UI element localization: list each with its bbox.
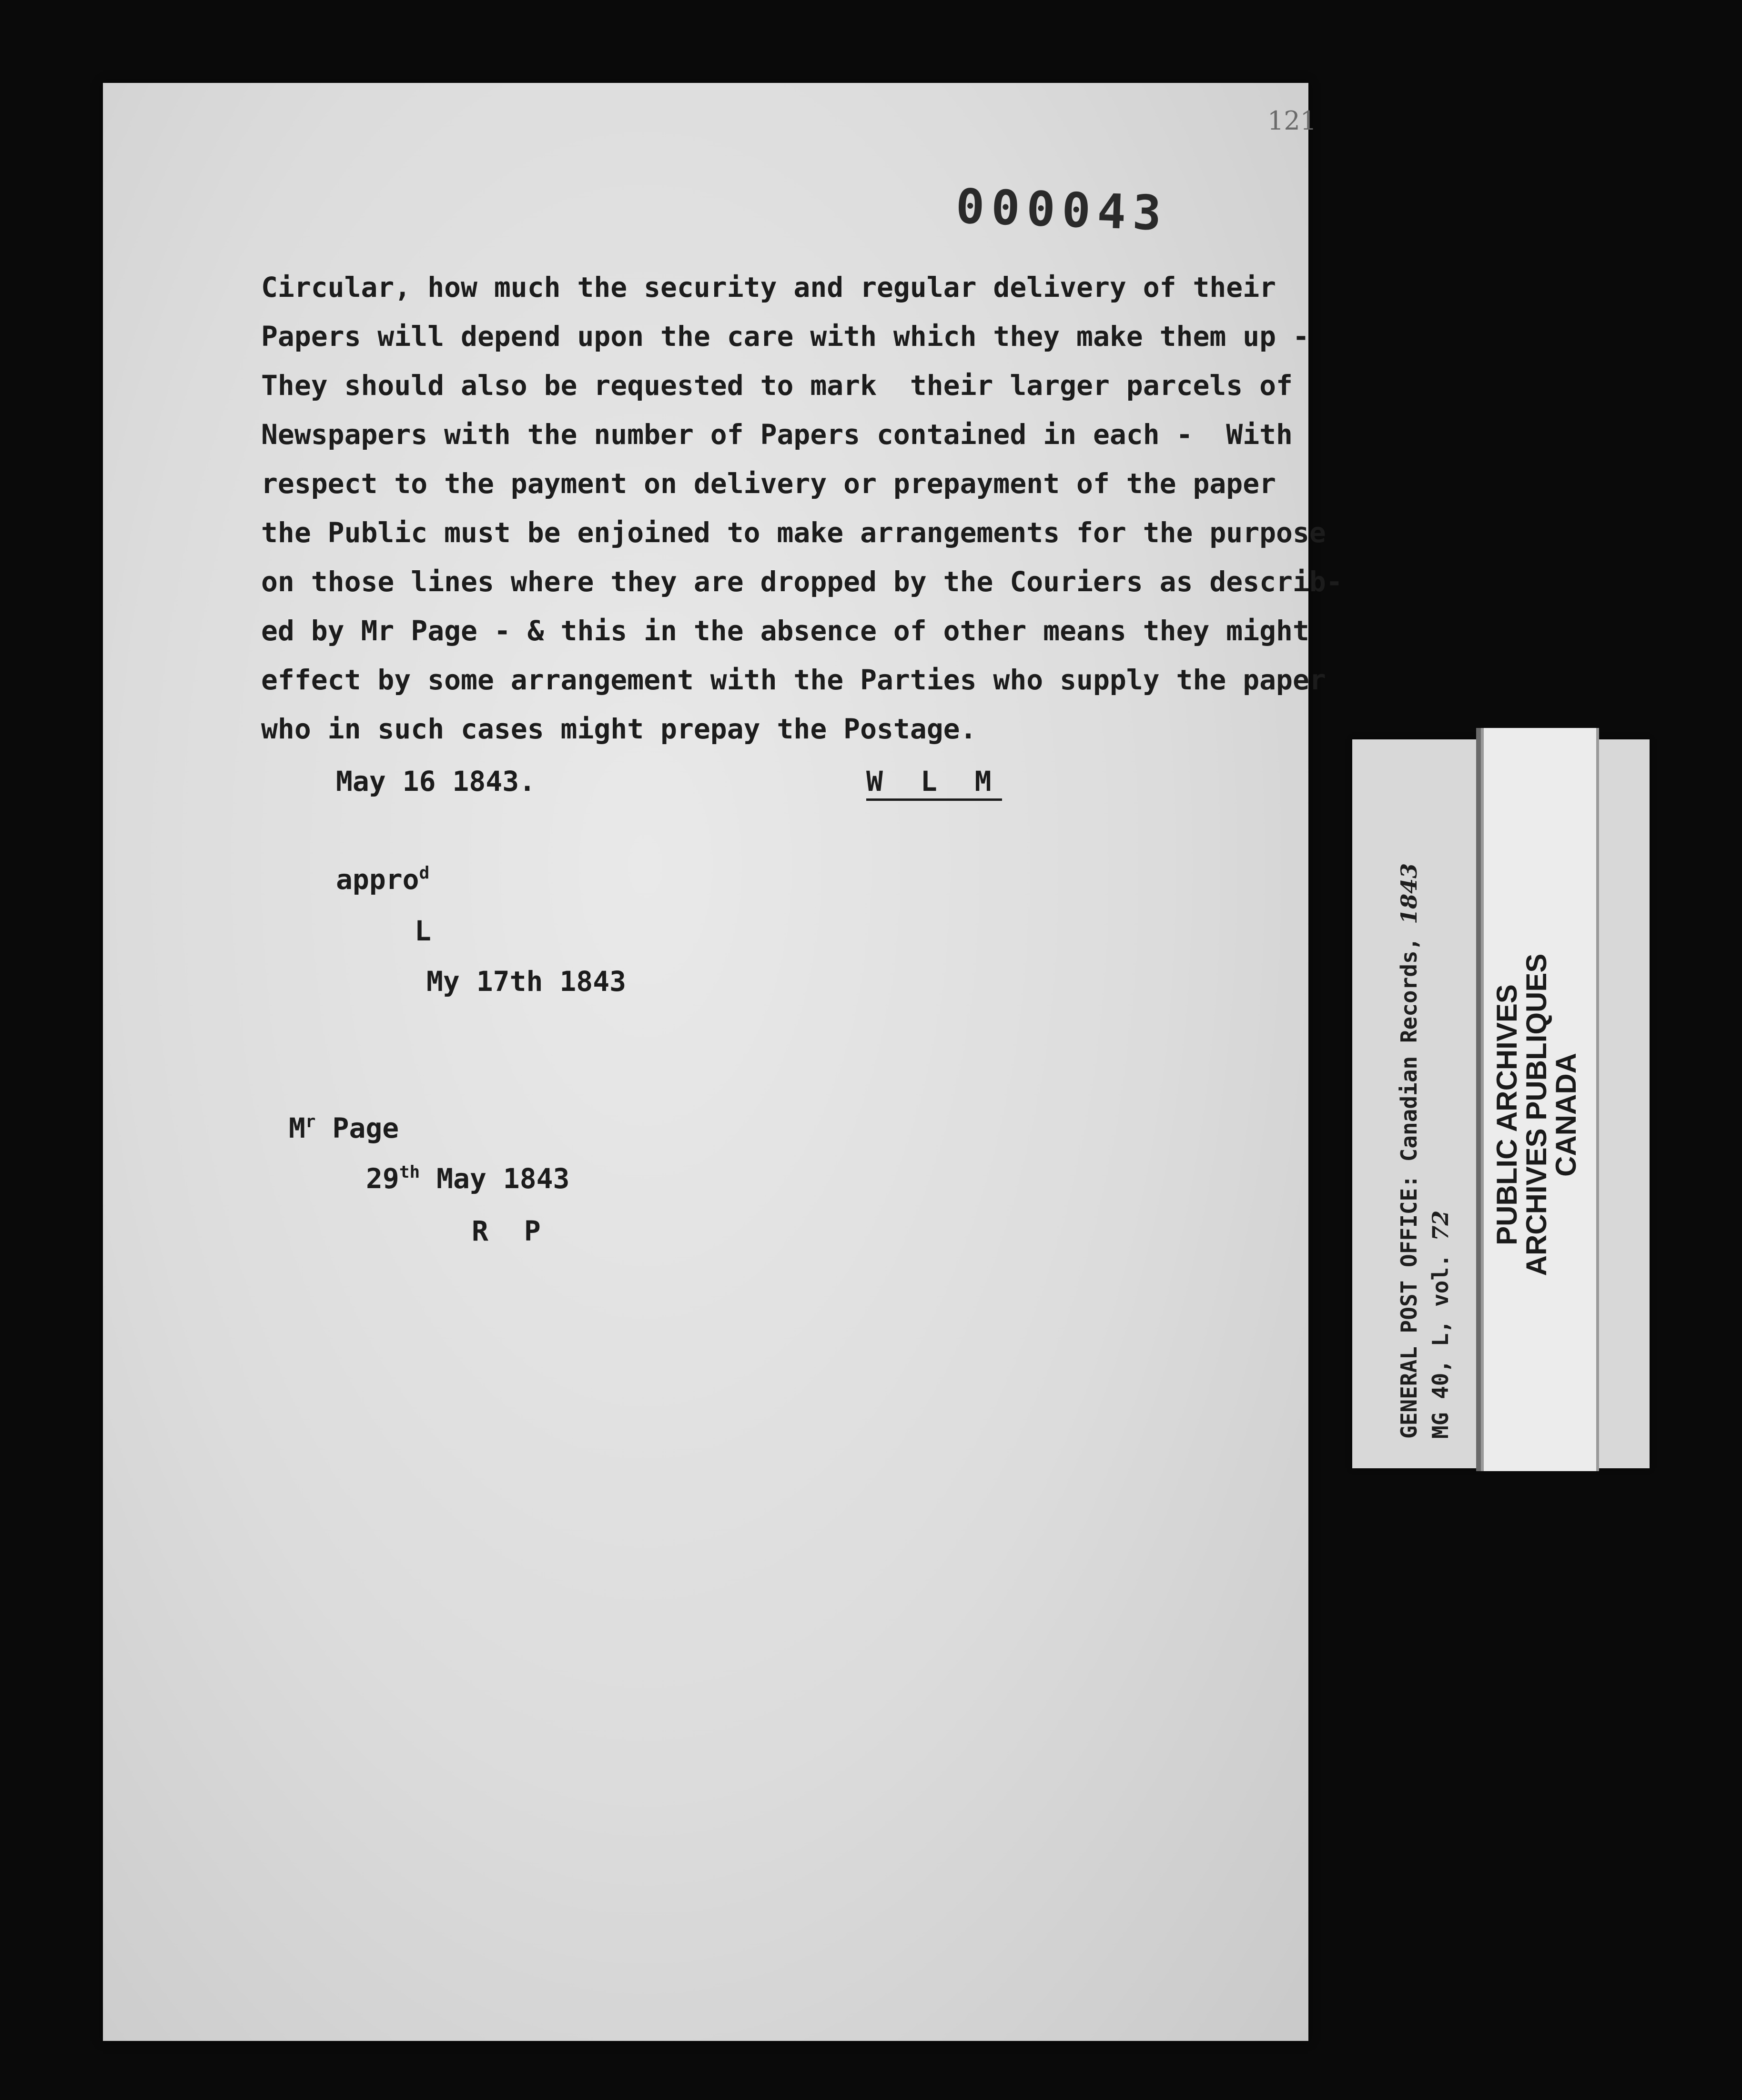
recipient-day: 29 (366, 1162, 399, 1195)
body-line: ed by Mr Page - & this in the absence of other means they might (261, 615, 1309, 647)
archives-line-en: PUBLIC ARCHIVES (1491, 984, 1523, 1245)
recipient-date (366, 1162, 569, 1195)
letter-body (261, 263, 1343, 754)
archives-line-country: CANADA (1550, 1053, 1582, 1177)
body-line: respect to the payment on delivery or prepayment of the paper (261, 467, 1276, 500)
recipient-day-sup: th (399, 1162, 420, 1182)
approved-date: My 17th 1843 (426, 965, 627, 998)
approved-note (336, 863, 429, 896)
record-year: 1843 (1396, 863, 1422, 924)
volume-number: 72 (1428, 1210, 1453, 1241)
body-line: They should also be requested to mark their larger parcels of (261, 369, 1293, 402)
recipient-prefix: M (289, 1112, 305, 1144)
recipient-surname: Page (315, 1112, 399, 1144)
recipient-name (289, 1112, 399, 1144)
body-line: Newspapers with the number of Papers contained in each - With (261, 418, 1293, 451)
stamp-number: 000043 (955, 178, 1169, 242)
volume-line (1428, 1211, 1453, 1439)
approved-superscript: d (419, 863, 430, 883)
archives-stamp (1492, 934, 1581, 1296)
body-line: Papers will depend upon the care with which they make them up - (261, 320, 1309, 353)
body-line: Circular, how much the security and regular delivery of their (261, 271, 1276, 303)
recipient-prefix-sup: r (305, 1112, 316, 1131)
folio-number: 121 (1267, 106, 1317, 136)
approved-initial: L (415, 915, 431, 947)
letter-date: May 16 1843. (336, 765, 536, 798)
archives-line-fr: ARCHIVES PUBLIQUES (1520, 953, 1552, 1276)
body-line: who in such cases might prepay the Postage. (261, 713, 977, 745)
record-group-line (1396, 863, 1422, 1439)
recipient-initials: R P (472, 1215, 550, 1247)
approved-text: appro (336, 863, 419, 896)
recipient-month-year: May 1843 (420, 1162, 570, 1195)
body-line: the Public must be enjoined to make arrangements for the purpose (261, 516, 1326, 549)
volume-text: MG 40, L, vol. (1428, 1241, 1453, 1439)
signature-initials: W L M (866, 765, 1002, 801)
record-group-text: GENERAL POST OFFICE: Canadian Records, (1396, 924, 1422, 1439)
body-line: on those lines where they are dropped by the Couriers as describ- (261, 565, 1343, 598)
body-line: effect by some arrangement with the Parties who supply the paper (261, 664, 1326, 696)
